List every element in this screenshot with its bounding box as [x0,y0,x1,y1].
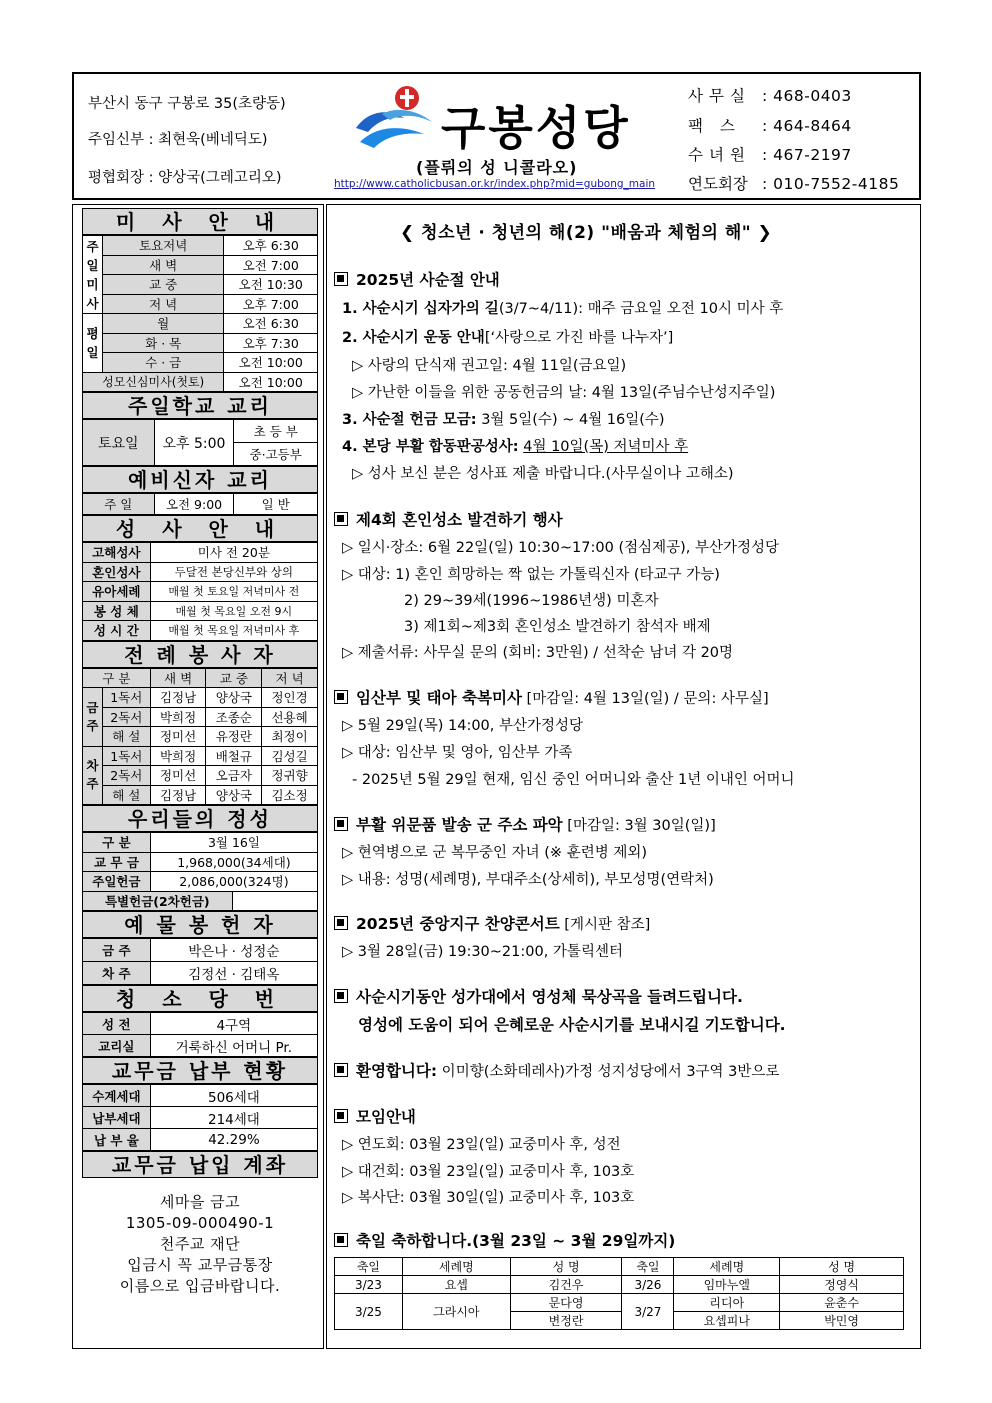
server-name: 김정남 [150,688,206,708]
offering-value [232,891,317,911]
mass-name: 성모신심미사(첫토) [83,372,224,392]
mass-name: 저 녁 [102,294,223,314]
account-info [82,1178,318,1297]
mass-time: 오전 10:00 [224,353,318,373]
table-row [83,372,318,392]
tithe-status-table [82,1084,318,1151]
cleaning-label: 성 전 [83,1013,151,1035]
server-name: 양상국 [206,688,262,708]
feast-person: 변정란 [510,1312,622,1330]
feast-header: 세례명 [674,1258,780,1276]
patron-saint: (플뤼의 성 니콜라오) [416,158,578,177]
offering-value: 3월 16일 [150,833,317,853]
offering-label: 교 무 금 [83,852,151,872]
square-bullet-icon [334,1233,348,1247]
server-role: 2독서 [102,766,150,786]
offering-label: 구 분 [83,833,151,853]
offering-value: 2,086,000(324명) [150,872,317,892]
tithe-value: 506세대 [150,1085,317,1107]
table-row [83,746,318,766]
table-row [83,785,318,805]
server-name: 정인경 [262,688,318,708]
tithe-value: 42.29% [150,1129,317,1151]
server-name: 오금자 [206,766,262,786]
lent-item-4: 4. 본당 부활 합동판공성사: 4월 10일(목) 저녁미사 후 [342,439,689,455]
offering-label: 주일헌금 [83,872,151,892]
table-row [335,1276,904,1294]
tithe-label: 납 부 율 [83,1129,151,1151]
lent-item-2: 2. 사순시기 운동 안내[‘사랑으로 가진 바를 나누자’] [342,330,674,346]
contact-yeondo: 연도회장 : 010-7552-4185 [688,175,900,193]
concert-line-1: ▷ 3월 28일(금) 19:30~21:00, 가톨릭센터 [342,944,623,960]
mass-name: 월 [102,314,223,334]
marriage-line-5: ▷ 제출서류: 사무실 문의 (회비: 3만원) / 선착순 남녀 각 20명 [342,645,734,661]
server-role: 1독서 [102,688,150,708]
meeting-line-1: ▷ 연도회: 03월 23일(일) 교중미사 후, 성전 [342,1137,621,1153]
parish-address: 부산시 동구 구봉로 35(초량동) [88,96,286,112]
feast-saint: 요셉피나 [674,1312,780,1330]
server-name: 최정이 [262,727,318,747]
school-group: 중·고등부 [234,443,318,466]
feast-header: 축일 [335,1258,403,1276]
meeting-line-3: ▷ 복사단: 03월 30일(일) 교중미사 후, 103호 [342,1190,635,1206]
lent-section-title: 2025년 사순절 안내 [334,268,500,290]
server-name: 박희정 [150,746,206,766]
table-row [83,255,318,275]
servers-title: 전 례 봉 사 자 [82,641,318,668]
school-day: 토요일 [83,420,155,466]
feast-saint: 그라시아 [402,1294,510,1330]
feast-saint: 임마누엘 [674,1276,780,1294]
military-line-1: ▷ 현역병으로 군 복무중인 자녀 (※ 훈련병 제외) [342,845,647,861]
table-row [83,833,318,853]
account-line: 1305-09-000490-1 [125,1214,275,1232]
mass-table [82,235,318,392]
feast-date: 3/27 [622,1294,674,1330]
table-row [83,353,318,373]
feast-person: 문다영 [510,1294,622,1312]
pregnancy-line-2: ▷ 대상: 임산부 및 영아, 임산부 가족 [342,745,573,761]
server-name: 유정란 [206,727,262,747]
sacrament-desc: 매월 첫 목요일 저녁미사 후 [150,621,317,641]
table-row [83,939,318,962]
pastor-name: 주임신부 : 최현욱(베네딕도) [88,132,268,148]
lent-item-1: 1. 사순시기 십자가의 길(3/7~4/11): 매주 금요일 오전 10시 미사 후 [342,301,784,317]
tithe-value: 214세대 [150,1107,317,1129]
table-row [83,1035,318,1057]
feast-date: 3/25 [335,1294,403,1330]
pregnancy-line-3: - 2025년 5월 29일 현재, 임신 중인 어머니와 출산 1년 이내인 어머니 [352,772,795,788]
mass-title: 미 사 안 내 [82,208,318,235]
concert-section-title: 2025년 중앙지구 찬양콘서트 [게시판 참조] [334,912,650,934]
lent-item-4a: ▷ 성사 보신 분은 성사표 제출 바랍니다.(사무실이나 고해소) [352,466,734,482]
table-row [83,891,318,911]
sunday-mass-label: 주일미사 [83,236,103,314]
catechumen-table [82,493,318,515]
table-row [335,1294,904,1312]
offering-table [82,832,318,911]
sacrament-desc: 미사 전 20분 [150,543,317,563]
table-row [83,1129,318,1151]
servers-table [82,668,318,806]
feast-table [334,1257,904,1330]
server-name: 배철규 [206,746,262,766]
year-theme-headline: ❮ 청소년 · 청년의 해(2) "배움과 체험의 해" ❯ [400,223,773,243]
offering-label: 특별헌금(2차헌금) [83,891,233,911]
table-row [335,1258,904,1276]
square-bullet-icon [334,1109,348,1123]
donor-label: 차 주 [83,962,151,985]
marriage-line-3: 2) 29~39세(1996~1986년생) 미혼자 [404,593,659,609]
square-bullet-icon [334,272,348,286]
sacrament-name: 혼인성사 [83,562,151,582]
marriage-section-title: 제4회 혼인성소 발견하기 행사 [334,508,563,530]
account-line: 이름으로 입금바랍니다. [119,1277,281,1295]
table-row [83,1085,318,1107]
square-bullet-icon [334,916,348,930]
mass-name: 화 · 목 [102,333,223,353]
mass-time: 오전 10:00 [224,372,318,392]
table-row [83,601,318,621]
contact-office: 사무실 : 468-0403 [688,87,852,105]
meetings-section-title: 모임안내 [334,1105,416,1127]
server-name: 양상국 [206,785,262,805]
marriage-line-4: 3) 제1회~제3회 혼인성소 발견하기 참석자 배제 [404,619,711,635]
marriage-line-1: ▷ 일시·장소: 6월 22일(일) 10:30~17:00 (점심제공), 부산가정성당 [342,540,780,556]
server-name: 정미선 [150,766,206,786]
offering-value: 1,968,000(34세대) [150,852,317,872]
server-role: 2독서 [102,707,150,727]
table-row [83,543,318,563]
parish-name: 구봉성당 [441,101,631,155]
server-name: 조종순 [206,707,262,727]
table-row [83,872,318,892]
donors-table [82,938,318,985]
cleaning-value: 거룩하신 어머니 Pr. [150,1035,317,1057]
cleaning-value: 4구역 [150,1013,317,1035]
meeting-line-2: ▷ 대건회: 03월 23일(일) 교중미사 후, 103호 [342,1164,635,1180]
servers-header: 구 분 [83,668,151,688]
sacraments-title: 성 사 안 내 [82,515,318,542]
contact-fax: 팩 스 : 464-8464 [688,117,852,135]
table-row [83,494,318,515]
table-row [83,1013,318,1035]
sacrament-name: 고해성사 [83,543,151,563]
military-section-title: 부활 위문품 발송 군 주소 파악 [마감일: 3월 30일(일)] [334,813,716,835]
donors-title: 예 물 봉 헌 자 [82,911,318,938]
pregnancy-line-1: ▷ 5월 29일(목) 14:00, 부산가정성당 [342,718,584,734]
feast-header: 세례명 [402,1258,510,1276]
server-role: 1독서 [102,746,150,766]
table-row [83,562,318,582]
table-row [83,314,318,334]
server-role: 해 설 [102,785,150,805]
mass-time: 오후 7:00 [224,294,318,314]
cleaning-label: 교리실 [83,1035,151,1057]
square-bullet-icon [334,817,348,831]
table-row [83,727,318,747]
table-row [83,294,318,314]
square-bullet-icon [334,1063,348,1077]
table-row [83,621,318,641]
square-bullet-icon [334,989,348,1003]
donor-label: 금 주 [83,939,151,962]
sacrament-desc: 두달전 본당신부와 상의 [150,562,317,582]
cleaning-table [82,1012,318,1057]
sacrament-name: 유아세례 [83,582,151,602]
server-name: 김소정 [262,785,318,805]
lent-item-3: 3. 사순절 헌금 모금: 3월 5일(수) ~ 4월 16일(수) [342,412,665,428]
council-president: 평협회장 : 양상국(그레고리오) [88,170,282,186]
sacrament-desc: 매월 첫 목요일 오전 9시 [150,601,317,621]
school-group: 초 등 부 [234,420,318,443]
feast-header: 성 명 [780,1258,904,1276]
military-line-2: ▷ 내용: 성명(세례명), 부대주소(상세히), 부모성명(연락처) [342,872,714,888]
square-bullet-icon [334,690,348,704]
feast-person: 박민영 [780,1312,904,1330]
catechumen-time: 오전 9:00 [154,494,234,515]
table-row [83,1107,318,1129]
catechumen-day: 주 일 [83,494,155,515]
church-logo-icon [352,84,440,154]
table-row [83,707,318,727]
mass-name: 수 · 금 [102,353,223,373]
catechumen-title: 예비신자 교리 [82,466,318,493]
feast-saint: 리디아 [674,1294,780,1312]
servers-header: 교 중 [206,668,262,688]
choir-notice: 사순시기동안 성가대에서 영성체 묵상곡을 들려드립니다. [334,985,743,1007]
sidebar [82,208,318,1297]
catechumen-group: 일 반 [234,494,318,515]
table-row [83,275,318,295]
account-line: 천주교 재단 [159,1235,241,1253]
lent-item-2b: ▷ 가난한 이들을 위한 공동헌금의 날: 4월 13일(주님수난성지주일) [352,385,776,401]
account-title: 교무금 납입 계좌 [82,1151,318,1178]
table-row [83,962,318,985]
server-name: 김성길 [262,746,318,766]
weekday-mass-label: 평일 [83,314,103,373]
marriage-line-2: ▷ 대상: 1) 혼인 희망하는 짝 없는 가톨릭신자 (타교구 가능) [342,567,720,583]
feast-person: 윤춘수 [780,1294,904,1312]
school-time: 오후 5:00 [154,420,234,466]
tithe-status-title: 교무금 납부 현황 [82,1057,318,1084]
donor-value: 박은나 · 성정순 [150,939,317,962]
sacrament-name: 성 시 간 [83,621,151,641]
pregnancy-section-title: 임산부 및 태아 축복미사 [마감일: 4월 13일(일) / 문의: 사무실] [334,686,769,708]
tithe-label: 수계세대 [83,1085,151,1107]
servers-header: 저 녁 [262,668,318,688]
table-row [83,420,318,443]
feast-section-title: 축일 축하합니다.(3월 23일 ~ 3월 29일까지) [334,1229,675,1251]
server-role: 해 설 [102,727,150,747]
account-line: 입금시 꼭 교무금통장 [127,1256,273,1274]
mass-name: 교 중 [102,275,223,295]
feast-header: 축일 [622,1258,674,1276]
mass-time: 오전 7:00 [224,255,318,275]
table-row [83,766,318,786]
cleaning-title: 청 소 당 번 [82,985,318,1012]
choir-notice-2: 영성에 도움이 되어 은혜로운 사순시기를 보내시길 기도합니다. [358,1016,786,1034]
table-row [83,668,318,688]
sacrament-name: 봉 성 체 [83,601,151,621]
welcome-section: 환영합니다: 이미향(소화데레사)가정 성지성당에서 3구역 3반으로 [334,1059,779,1081]
table-row [83,852,318,872]
contact-convent: 수녀원 : 467-2197 [688,146,852,164]
feast-date: 3/23 [335,1276,403,1294]
server-name: 김정남 [150,785,206,805]
sunday-school-table [82,419,318,466]
feast-header: 성 명 [510,1258,622,1276]
table-row [83,688,318,708]
mass-time: 오전 6:30 [224,314,318,334]
server-name: 정미선 [150,727,206,747]
offering-title: 우리들의 정성 [82,805,318,832]
this-week-label: 금주 [83,688,103,747]
mass-name: 새 벽 [102,255,223,275]
square-bullet-icon [334,512,348,526]
account-line: 세마을 금고 [159,1193,241,1211]
server-name: 선용혜 [262,707,318,727]
mass-time: 오후 6:30 [224,236,318,256]
server-name: 정귀향 [262,766,318,786]
donor-value: 김정선 · 김태옥 [150,962,317,985]
server-name: 박희정 [150,707,206,727]
mass-time: 오후 7:30 [224,333,318,353]
next-week-label: 차주 [83,746,103,805]
table-row [83,236,318,256]
sacraments-table [82,542,318,641]
sacrament-desc: 매월 첫 토요일 저녁미사 전 [150,582,317,602]
feast-person: 정영식 [780,1276,904,1294]
servers-header: 새 벽 [150,668,206,688]
mass-time: 오전 10:30 [224,275,318,295]
lent-item-2a: ▷ 사랑의 단식재 권고일: 4월 11일(금요일) [352,358,627,374]
parish-website-link[interactable]: http://www.catholicbusan.or.kr/index.php?mid=gubong_main [334,178,656,190]
table-row [83,582,318,602]
tithe-label: 납부세대 [83,1107,151,1129]
mass-name: 토요저녁 [102,236,223,256]
feast-date: 3/26 [622,1276,674,1294]
feast-person: 김건우 [510,1276,622,1294]
sunday-school-title: 주일학교 교리 [82,392,318,419]
feast-saint: 요셉 [402,1276,510,1294]
table-row [83,333,318,353]
